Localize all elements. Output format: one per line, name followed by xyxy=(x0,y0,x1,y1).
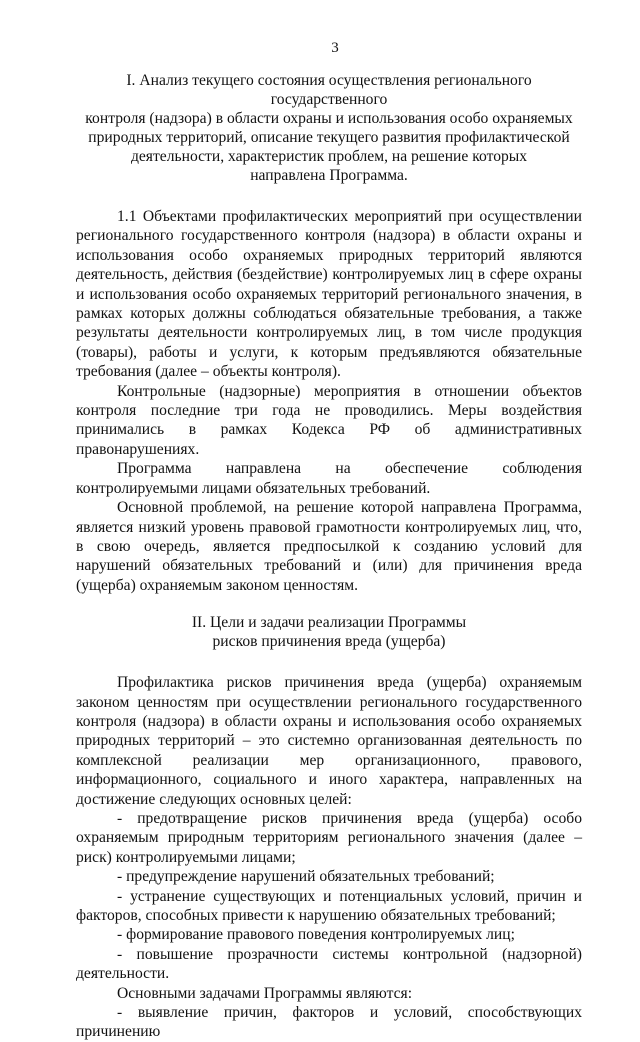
section-1-paragraph: Контрольные (надзорные) мероприятия в отношении объектов контроля последние три года не проводились. Меры воздействия принимались в рамках Кодекса РФ об административных правонарушениях. xyxy=(76,382,582,458)
page-number: 3 xyxy=(331,40,339,56)
section-2-intro: Профилактика рисков причинения вреда (ущерба) охраняемым законом ценностям при осуществлении регионального государственного контроля (надзора) в области охраны и использования особо охраняемых природных территорий – это системно организованная деятельность по комплексной реализации мер организационного, правового, информационного, социального и иного характера, направленных на достижение следующих основных целей: xyxy=(76,674,582,808)
tasks-intro: Основными задачами Программы являются: xyxy=(117,984,413,1002)
section-1-heading-line: направлена Программа. xyxy=(250,167,408,184)
goal-list-item: - предотвращение рисков причинения вреда (ущерба) особо охраняемым природным территориям регионального значения (далее – риск) контролируемыми лицами; xyxy=(76,809,582,866)
goal-list-item: - формирование правового поведения контролируемых лиц; xyxy=(117,926,515,944)
section-1-heading xyxy=(76,71,582,185)
task-list-item: - выявление причин, факторов и условий, способствующих причинению xyxy=(76,1004,582,1041)
section-1-heading-line: контроля (надзора) в области охраны и использования особо охраняемых xyxy=(85,110,573,127)
section-1-heading-line: I. Анализ текущего состояния осуществления регионального государственного xyxy=(126,72,532,108)
section-1-heading-line: деятельности, характеристик проблем, на решение которых xyxy=(130,148,528,165)
section-2-heading-line: II. Цели и задачи реализации Программы xyxy=(191,614,467,632)
section-1-paragraph: 1.1 Объектами профилактических мероприятий при осуществлении регионального государственного контроля (надзора) в области охраны и использования особо охраняемых природных территорий являются деятельность, действия (бездействие) контролируемых лиц в сфере охраны и использования особо охраняемых территорий регионального значения, в рамках которых должны соблюдаться обязательные требования, а также результаты деятельности контролируемых лиц, в том числе продукция (товары), работы и услуги, к которым предъявляются обязательные требования (далее – объекты контроля). xyxy=(76,208,582,381)
section-1-paragraph: Программа направлена на обеспечение соблюдения контролируемыми лицами обязательных требований. xyxy=(76,460,582,497)
goal-list-item: - предупреждение нарушений обязательных требований; xyxy=(117,868,495,886)
goal-list-item: - повышение прозрачности системы контрольной (надзорной) деятельности. xyxy=(76,945,582,983)
section-2-heading xyxy=(76,613,582,651)
goal-list-item: - устранение существующих и потенциальных условий, причин и факторов, способных привести к нарушению обязательных требований; xyxy=(76,887,582,924)
section-1-paragraph: Основной проблемой, на решение которой направлена Программа, является низкий уровень правовой грамотности контролируемых лиц, что, в свою очередь, является предпосылкой к созданию условий для нарушений обязательных требований и (или) для причинения вреда (ущерба) охраняемым законом ценностям. xyxy=(76,499,582,594)
section-1-heading-line: природных территорий, описание текущего развития профилактической xyxy=(88,129,570,146)
section-2-heading-line: рисков причинения вреда (ущерба) xyxy=(212,633,446,651)
